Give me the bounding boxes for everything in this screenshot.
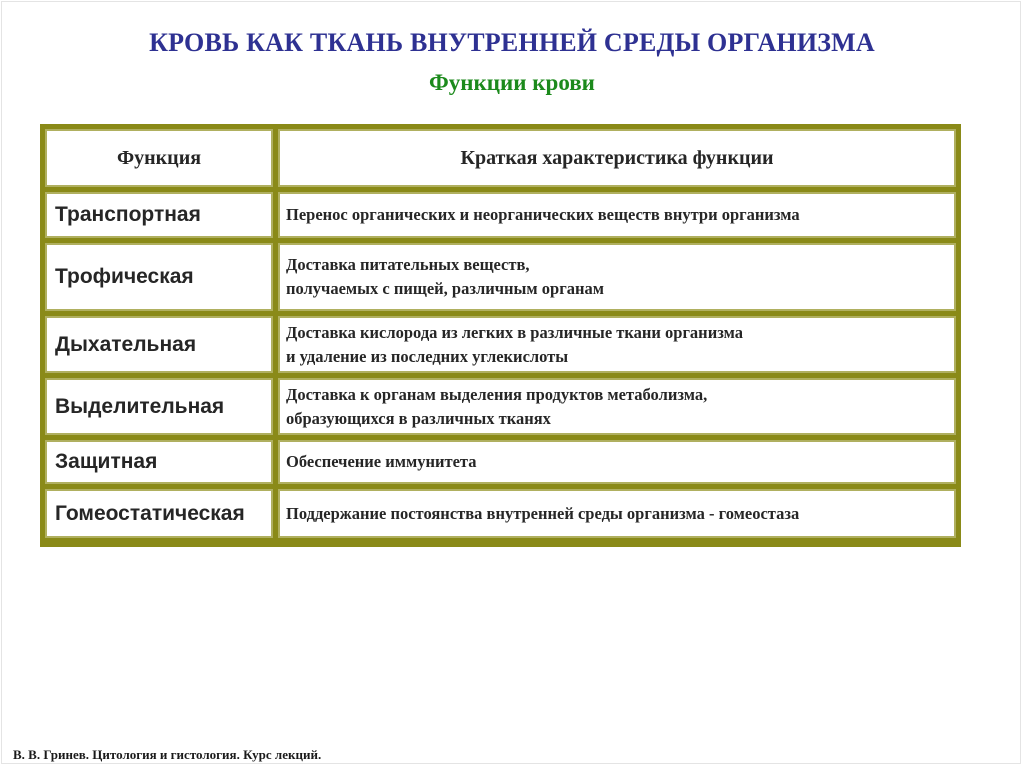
description-line: и удаление из последних углекислоты bbox=[286, 346, 569, 366]
table-row bbox=[45, 489, 956, 538]
description-line: Доставка к органам выделения продуктов метаболизма, bbox=[286, 384, 708, 404]
function-name: Выделительная bbox=[45, 378, 273, 435]
description-line: Доставка питательных веществ, bbox=[286, 255, 530, 275]
function-name: Защитная bbox=[45, 440, 273, 484]
description-line: получаемых с пищей, различным органам bbox=[286, 279, 604, 298]
slide-subtitle: Функции крови bbox=[429, 70, 595, 95]
description-line: образующихся в различных тканях bbox=[286, 408, 551, 428]
description-line: Перенос органических и неорганических веществ внутри организма bbox=[286, 205, 800, 225]
function-name: Трофическая bbox=[45, 243, 273, 311]
function-name: Гомеостатическая bbox=[45, 489, 273, 538]
table-row bbox=[45, 243, 956, 311]
functions-table bbox=[40, 124, 961, 547]
table-header-row bbox=[45, 129, 956, 187]
function-description bbox=[278, 243, 956, 311]
function-description bbox=[278, 489, 956, 538]
function-name: Дыхательная bbox=[45, 316, 273, 373]
table-row bbox=[45, 192, 956, 238]
function-description bbox=[278, 440, 956, 484]
function-description bbox=[278, 316, 956, 373]
function-description bbox=[278, 192, 956, 238]
description-line: Поддержание постоянства внутренней среды организма - гомеостаза bbox=[286, 503, 800, 523]
footer-citation: В. В. Гринев. Цитология и гистология. Курс лекций. bbox=[13, 747, 322, 762]
function-description bbox=[278, 378, 956, 435]
header-function: Функция bbox=[45, 129, 273, 187]
table-row bbox=[45, 440, 956, 484]
table-row bbox=[45, 316, 956, 373]
slide-title: КРОВЬ КАК ТКАНЬ ВНУТРЕННЕЙ СРЕДЫ ОРГАНИЗМА bbox=[149, 28, 875, 57]
function-name: Транспортная bbox=[45, 192, 273, 238]
table-row bbox=[45, 378, 956, 435]
description-line: Обеспечение иммунитета bbox=[286, 452, 477, 472]
header-description: Краткая характеристика функции bbox=[278, 129, 956, 187]
description-line: Доставка кислорода из легких в различные ткани организма bbox=[286, 322, 743, 342]
